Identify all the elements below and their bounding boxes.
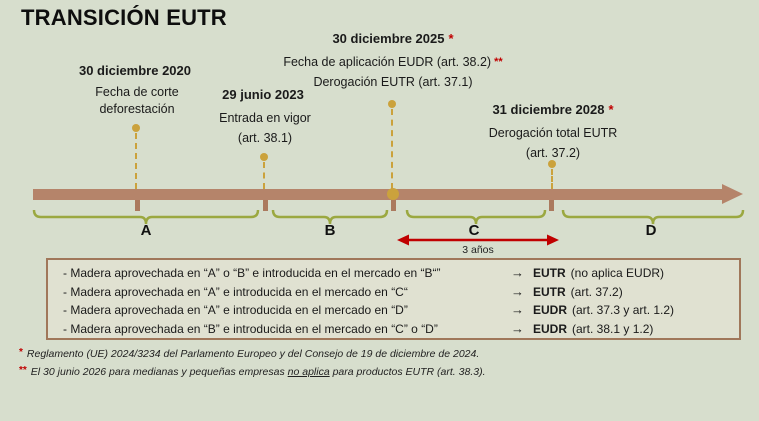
milestone-2023 <box>190 87 340 148</box>
rule-condition: - Madera aprovechada en “A” o “B” e introducida en el mercado en “B“” <box>63 266 441 280</box>
span-duration-label: 3 años <box>462 244 494 256</box>
connector-line <box>391 109 393 189</box>
date-text: 29 junio 2023 <box>222 87 304 102</box>
date-text: 31 diciembre 2028 <box>492 102 605 117</box>
milestone-line <box>443 123 663 143</box>
regulation-label: EUDR <box>533 321 568 336</box>
marker-dot-icon <box>260 153 268 161</box>
segment-label-b: B <box>324 222 336 239</box>
regulation-articles: (art. 37.2) <box>570 284 623 299</box>
footnote-marker: ** <box>19 365 27 376</box>
right-arrow-icon: → <box>511 265 524 280</box>
date-text: 30 diciembre 2020 <box>78 63 192 78</box>
date-text: 30 diciembre 2025 <box>332 31 445 46</box>
rule-condition: - Madera aprovechada en “A” e introducida en el mercado en “D” <box>63 303 408 317</box>
timeline-arrowhead-icon <box>722 184 743 204</box>
line-text: Derogación EUTR (art. 37.1) <box>313 75 473 89</box>
rule-row <box>48 264 739 283</box>
marker-dot-icon <box>548 160 556 168</box>
footnote-marker: * <box>19 347 23 358</box>
right-arrow-icon: → <box>511 320 524 336</box>
rule-result <box>511 301 674 320</box>
footnote-text: para productos EUTR (art. 38.3). <box>329 366 486 378</box>
regulation-articles: (art. 38.1 y 1.2) <box>572 321 654 336</box>
milestone-date <box>243 31 543 47</box>
connector-line <box>551 169 553 189</box>
milestone-date <box>52 63 222 79</box>
line-text: (art. 37.2) <box>525 146 581 160</box>
regulation-articles: (no aplica EUDR) <box>570 266 665 280</box>
footnote-marker: * <box>448 31 454 46</box>
footnote-1 <box>19 347 479 360</box>
milestone-line <box>190 128 340 148</box>
footnote-2 <box>19 365 486 378</box>
rule-row <box>48 283 739 302</box>
connector-line <box>263 162 265 189</box>
rule-result <box>511 264 664 283</box>
line-text: Fecha de corte <box>95 85 179 99</box>
footnote-underlined-text: no aplica <box>287 366 330 378</box>
milestone-date <box>443 102 663 118</box>
marker-dot-icon <box>132 124 140 132</box>
milestone-line <box>243 52 543 72</box>
milestone-line <box>190 108 340 128</box>
regulation-articles: (art. 37.3 y art. 1.2) <box>572 303 675 317</box>
rule-row <box>48 320 739 339</box>
milestone-2025 <box>243 31 543 92</box>
line-text: Fecha de aplicación EUDR (art. 38.2) <box>283 55 492 69</box>
rule-result <box>511 283 623 302</box>
right-arrow-icon: → <box>511 302 524 317</box>
rule-condition: - Madera aprovechada en “A” e introducida en el mercado en “C“ <box>63 284 408 299</box>
footnote-text: Reglamento (UE) 2024/3234 del Parlamento Europeo y del Consejo de 19 de diciembre de 2024. <box>26 348 480 360</box>
milestone-2028 <box>443 102 663 163</box>
footnote-text: El 30 junio 2026 para medianas y pequeñas empresas <box>30 366 288 378</box>
rules-box <box>46 258 741 340</box>
connector-line <box>135 133 137 189</box>
milestone-line <box>243 72 543 92</box>
timeline-bar <box>33 189 723 200</box>
regulation-label: EUTR <box>533 284 566 299</box>
line-text: Derogación total EUTR <box>488 126 618 140</box>
right-arrow-icon: → <box>511 283 524 299</box>
footnote-marker: ** <box>494 56 503 68</box>
footnote-marker: * <box>608 102 614 117</box>
page-title: TRANSICIÓN EUTR <box>21 5 227 30</box>
rule-condition: - Madera aprovechada en “B” e introducida en el mercado en “C” o “D” <box>63 321 438 336</box>
segment-label-c: C <box>468 222 480 239</box>
rule-result <box>511 320 653 339</box>
regulation-label: EUDR <box>533 303 568 317</box>
regulation-label: EUTR <box>533 266 566 280</box>
line-text: deforestación <box>99 102 175 116</box>
line-text: (art. 38.1) <box>237 131 293 145</box>
segment-label-d: D <box>645 222 657 239</box>
line-text: Entrada en vigor <box>219 111 311 125</box>
marker-dot-icon <box>388 100 396 108</box>
segment-label-a: A <box>140 222 152 239</box>
marker-dot-icon <box>387 188 399 200</box>
rule-row <box>48 301 739 320</box>
